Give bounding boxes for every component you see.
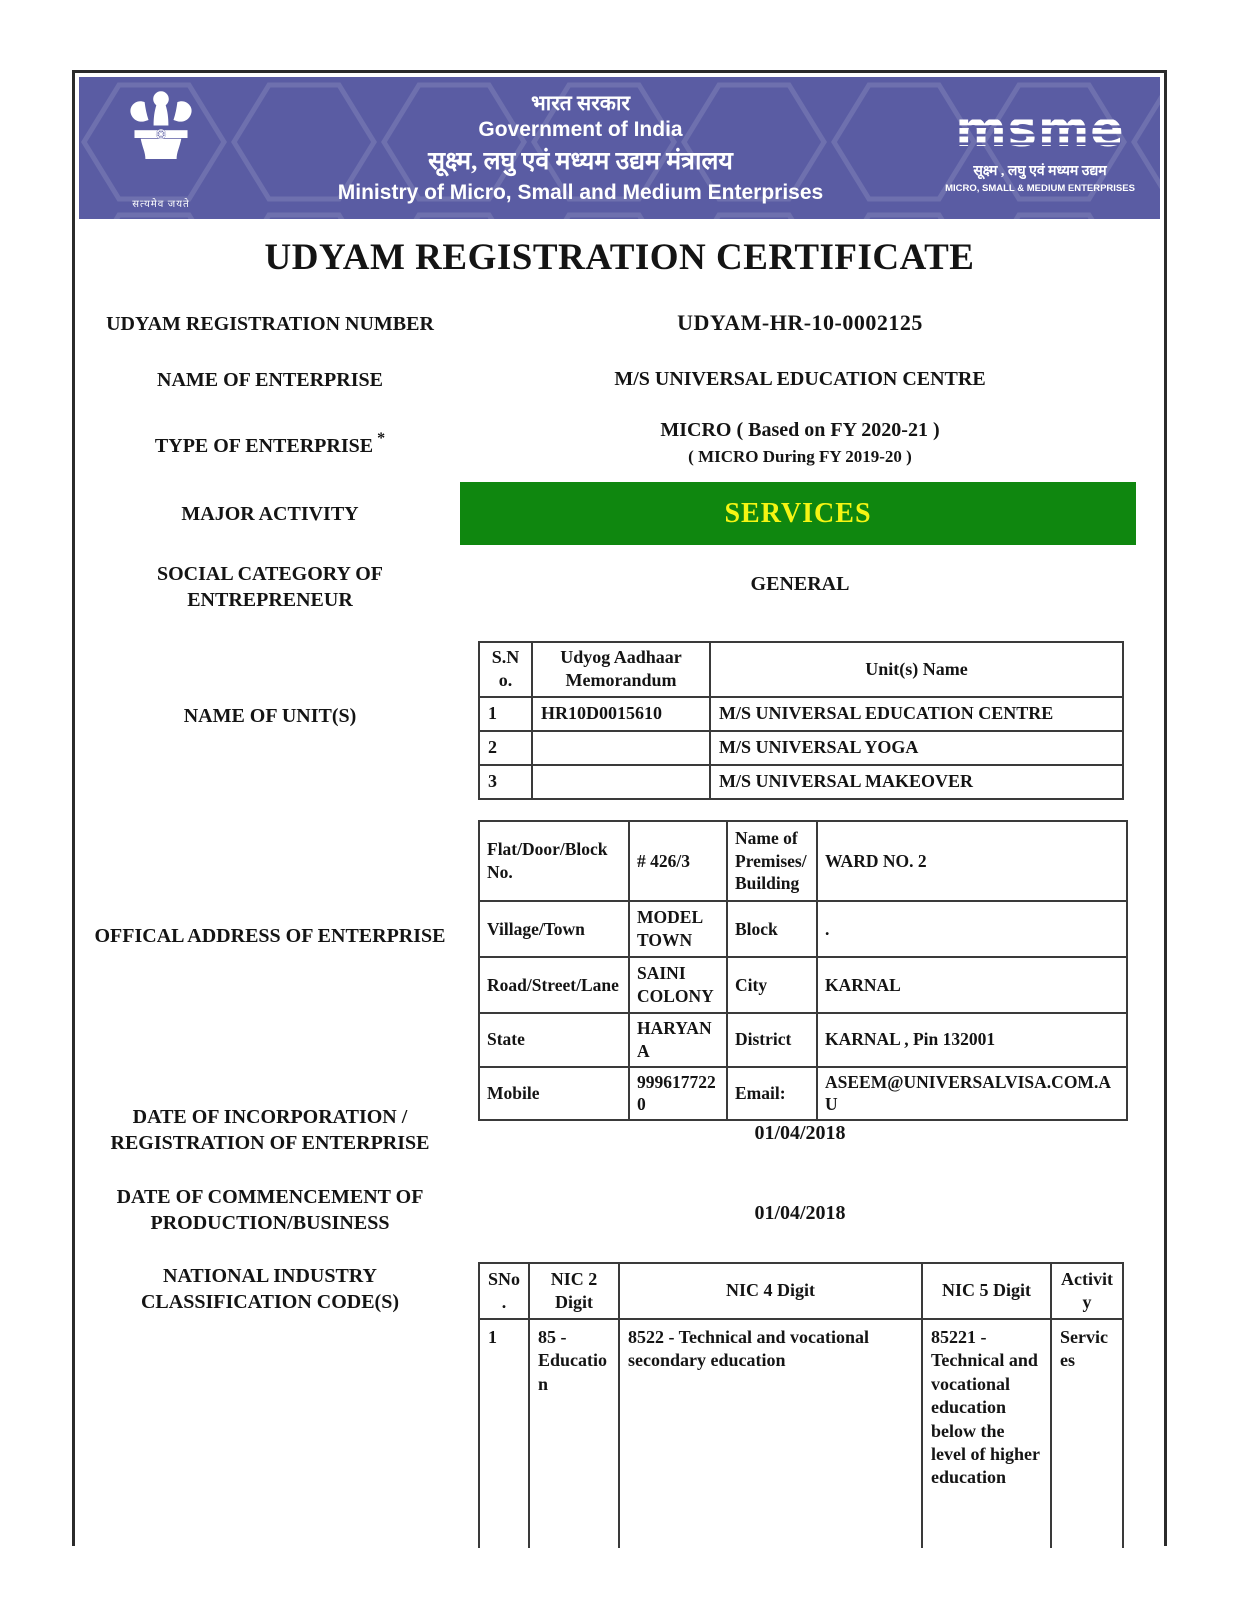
table-row: 1 85 - Education 8522 - Technical and vocational secondary education 85221 - Technical and vocational education below the level of higher education Services bbox=[479, 1319, 1123, 1548]
ministry-heading bbox=[221, 90, 940, 207]
table-row: 2 M/S UNIVERSAL YOGA bbox=[479, 731, 1123, 765]
table-row: Road/Street/Lane SAINI COLONY City KARNAL bbox=[479, 957, 1127, 1013]
major-activity-banner bbox=[460, 482, 1136, 545]
urn-label: UDYAM REGISTRATION NUMBER bbox=[106, 313, 434, 335]
enterprise-type-subvalue: ( MICRO During FY 2019-20 ) bbox=[688, 447, 912, 466]
units-label: NAME OF UNIT(S) bbox=[183, 705, 357, 727]
nic-table bbox=[478, 1262, 1124, 1548]
units-header-uam: Udyog Aadhaar Memorandum bbox=[532, 642, 710, 697]
units-header-name: Unit(s) Name bbox=[710, 642, 1123, 697]
msme-logo-icon bbox=[950, 102, 1130, 154]
ashoka-emblem-icon bbox=[122, 86, 200, 190]
enterprise-type-value: MICRO ( Based on FY 2020-21 ) ( MICRO During FY 2019-20 ) bbox=[460, 418, 1140, 467]
social-category-value: GENERAL bbox=[750, 573, 850, 595]
msme-hindi-tagline: सूक्ष्म , लघु एवं मध्यम उद्यम bbox=[973, 164, 1107, 179]
ministry-line: Ministry of Micro, Small and Medium Enterprises bbox=[337, 181, 824, 205]
commencement-date-value: 01/04/2018 bbox=[754, 1202, 846, 1224]
nic-header-row: SNo. NIC 2 Digit NIC 4 Digit NIC 5 Digit Activity bbox=[479, 1263, 1123, 1319]
social-category-label: SOCIAL CATEGORY OF ENTREPRENEUR bbox=[157, 563, 383, 611]
major-activity-label: MAJOR ACTIVITY bbox=[181, 503, 359, 525]
enterprise-name-value: M/S UNIVERSAL EDUCATION CENTRE bbox=[614, 368, 986, 390]
certificate-title: UDYAM REGISTRATION CERTIFICATE bbox=[264, 237, 975, 278]
national-emblem bbox=[101, 86, 221, 210]
msme-logo-text: msme bbox=[955, 102, 1125, 154]
units-header-row bbox=[479, 642, 1123, 697]
emblem-motto: सत्यमेव जयते bbox=[132, 199, 190, 210]
urn-value: UDYAM-HR-10-0002125 bbox=[677, 310, 923, 335]
table-row: Mobile 9996177220 Email: ASEEM@UNIVERSALVISA.COM.AU bbox=[479, 1067, 1127, 1121]
hindi-ministry-line: सूक्ष्म, लघु एवं मध्यम उद्यम मंत्रालय bbox=[428, 148, 733, 175]
units-header-sno: S.No. bbox=[479, 642, 532, 697]
government-line: Government of India bbox=[478, 117, 683, 141]
msme-tagline: MICRO, SMALL & MEDIUM ENTERPRISES bbox=[945, 183, 1135, 194]
nic-table-clip bbox=[478, 1262, 1126, 1548]
hindi-government-line: भारत सरकार bbox=[531, 90, 630, 115]
enterprise-name-label: NAME OF ENTERPRISE bbox=[157, 369, 383, 391]
enterprise-type-label: TYPE OF ENTERPRISE * bbox=[154, 430, 386, 457]
certificate-page bbox=[72, 70, 1167, 1546]
address-label: OFFICAL ADDRESS OF ENTERPRISE bbox=[94, 925, 446, 947]
table-row: Flat/Door/Block No. # 426/3 Name of Premises/ Building WARD NO. 2 bbox=[479, 821, 1127, 901]
msme-logo bbox=[940, 102, 1140, 194]
table-row: 1 HR10D0015610 M/S UNIVERSAL EDUCATION CENTRE bbox=[479, 697, 1123, 731]
commencement-date-label: DATE OF COMMENCEMENT OF PRODUCTION/BUSINESS bbox=[116, 1186, 424, 1234]
incorporation-date-value: 01/04/2018 bbox=[754, 1122, 846, 1144]
asterisk: * bbox=[377, 430, 386, 447]
table-row: 3 M/S UNIVERSAL MAKEOVER bbox=[479, 765, 1123, 799]
major-activity-value: SERVICES bbox=[724, 497, 872, 529]
units-table bbox=[478, 641, 1124, 800]
address-table bbox=[478, 820, 1128, 1121]
incorporation-date-label: DATE OF INCORPORATION / REGISTRATION OF ENTERPRISE bbox=[110, 1106, 430, 1154]
table-row: Village/Town MODEL TOWN Block . bbox=[479, 901, 1127, 957]
nic-label: NATIONAL INDUSTRY CLASSIFICATION CODE(S) bbox=[140, 1265, 399, 1313]
header-band bbox=[79, 77, 1160, 219]
table-row: State HARYANA District KARNAL , Pin 132001 bbox=[479, 1013, 1127, 1067]
